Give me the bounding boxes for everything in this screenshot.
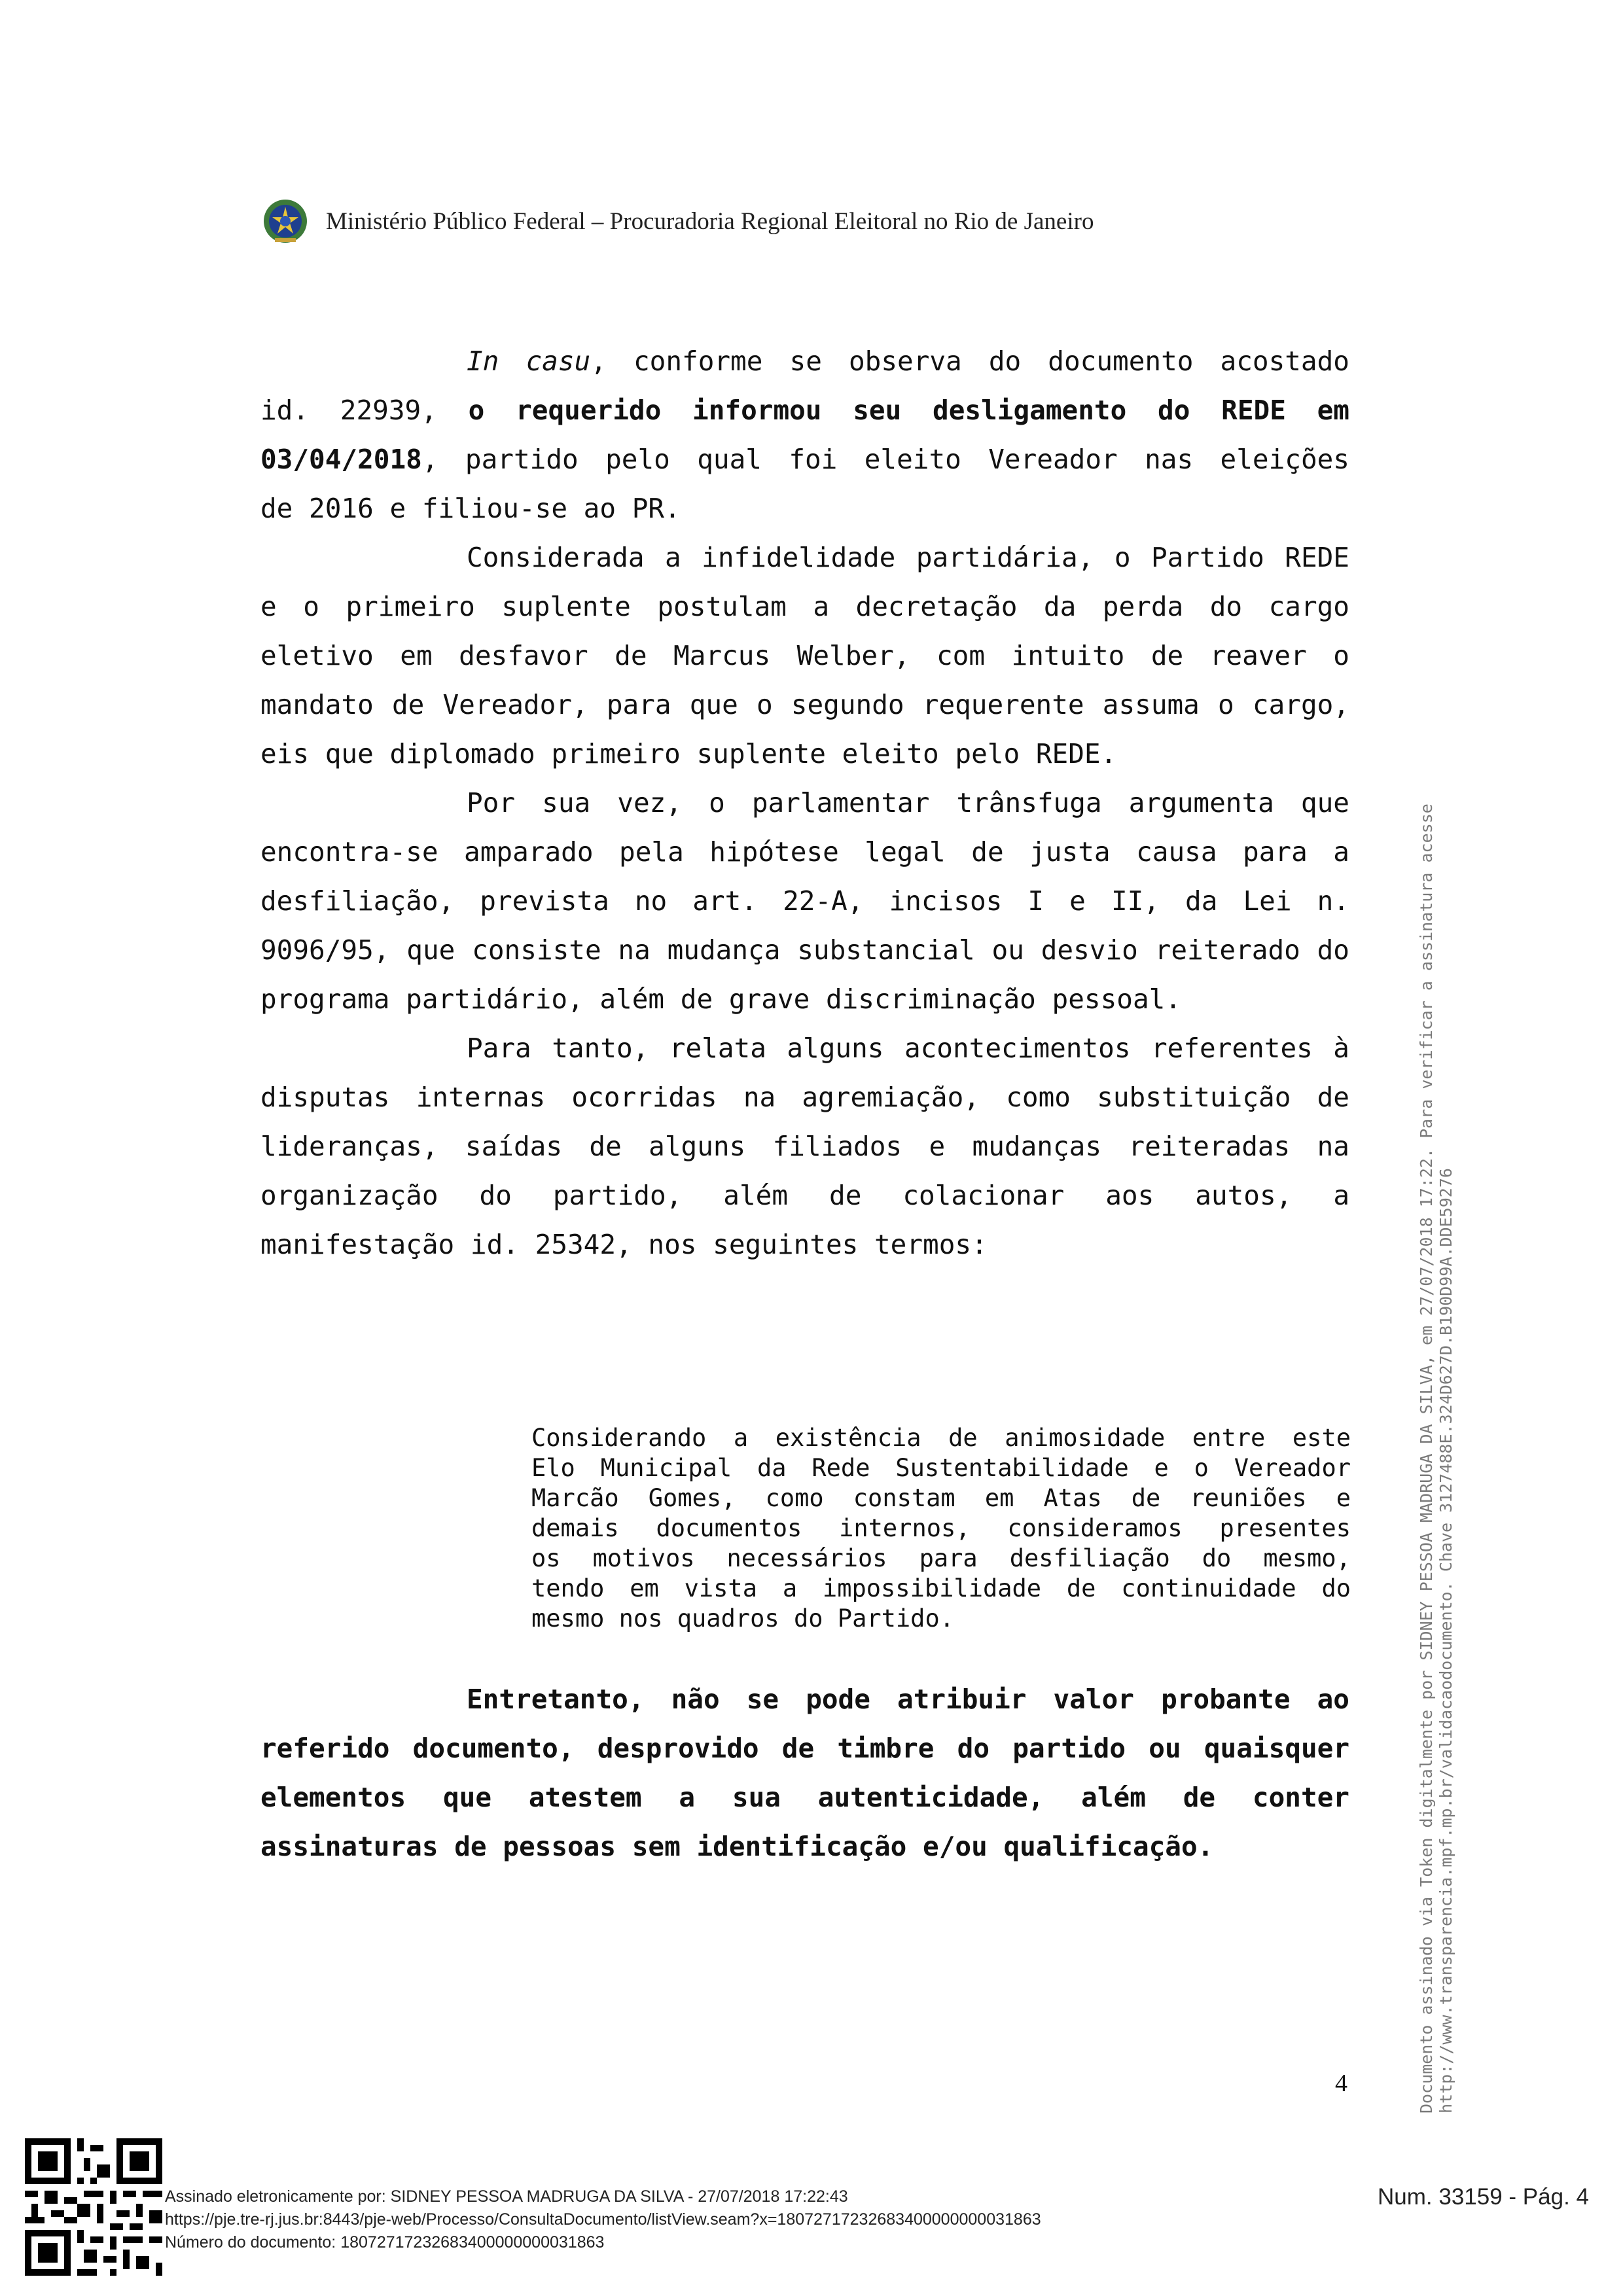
document-url-link[interactable]: https://pje.tre-rj.jus.br:8443/pje-web/Processo/ConsultaDocumento/listView.seam?x=18072717232683400000000031863 — [165, 2210, 1041, 2229]
page-number: 4 — [1335, 2070, 1347, 2097]
document-header — [262, 195, 1094, 247]
paragraph-2-block — [260, 533, 1349, 1269]
institution-title: Ministério Público Federal – Procuradoria Regional Eleitoral no Rio de Janeiro — [326, 207, 1094, 235]
paragraph-3: Por sua vez, o parlamentar trânsfuga argumenta que encontra-se amparado pela hipótese legal de justa causa para a desfiliação, prevista no art. 22-A, incisos I e II, da Lei n. 9096/95, que consiste na mudança substancial ou desvio reiterado do programa partidário, além de grave discriminação pessoal. — [260, 787, 1349, 1015]
num-page-label: Num. 33159 - Pág. 4 — [1378, 2184, 1589, 2210]
side-stamp-line-1: Documento assinado via Token digitalmente por SIDNEY PESSOA MADRUGA DA SILVA, em 27/07/2018 17:22. Para verificar a assinatura acesse — [1417, 804, 1436, 2113]
paragraph-5-block — [260, 1675, 1349, 1871]
document-number-text: Número do documento: 18072717232683400000000031863 — [165, 2233, 605, 2252]
latin-term: In casu — [467, 345, 591, 377]
paragraph-2: Considerada a infidelidade partidária, o Partido REDE e o primeiro suplente postulam a decretação da perda do cargo eletivo em desfavor de Marcus Welber, com intuito de reaver o mandato de Vereador, para que o segundo requerente assuma o cargo, eis que diplomado primeiro suplente eleito pelo REDE. — [260, 542, 1349, 769]
paragraph-5: Entretanto, não se pode atribuir valor probante ao referido documento, desprovido de timbre do partido ou quaisquer elementos que atestem a sua autenticidade, além de conter assinaturas de pessoas sem identificação e/ou qualificação. — [260, 1684, 1349, 1862]
qr-code-icon — [25, 2138, 162, 2276]
coat-of-arms-icon — [262, 198, 309, 245]
side-stamp-line-2: http://www.transparencia.mpf.mp.br/validacaodocumento. Chave 3127488E.324D627D.B190D99A.DDE59276 — [1436, 1168, 1455, 2113]
paragraph-1: In casu, conforme se observa do documento acostado id. 22939, o requerido informou seu desligamento do REDE em 03/04/2018, partido pelo qual foi eleito Vereador nas eleições de 2016 e filiou-se ao PR. — [260, 345, 1349, 524]
signature-side-stamp — [1417, 543, 1456, 2113]
block-quote: Considerando a existência de animosidade entre este Elo Municipal da Rede Sustentabilidade e o Vereador Marcão Gomes, como constam em Atas de reuniões e demais documentos internos, consideramos presentes os motivos necessários para desfiliação do mesmo, tendo em vista a impossibilidade de continuidade do mesmo nos quadros do Partido. — [531, 1424, 1351, 1633]
signed-by-text: Assinado eletronicamente por: SIDNEY PESSOA MADRUGA DA SILVA - 27/07/2018 17:22:43 — [165, 2187, 848, 2206]
paragraph-4: Para tanto, relata alguns acontecimentos referentes à disputas internas ocorridas na agremiação, como substituição de lideranças, saídas de alguns filiados e mudanças reiteradas na organização do partido, além de colacionar aos autos, a manifestação id. 25342, nos seguintes termos: — [260, 1033, 1349, 1260]
signature-footer — [165, 2185, 1041, 2254]
